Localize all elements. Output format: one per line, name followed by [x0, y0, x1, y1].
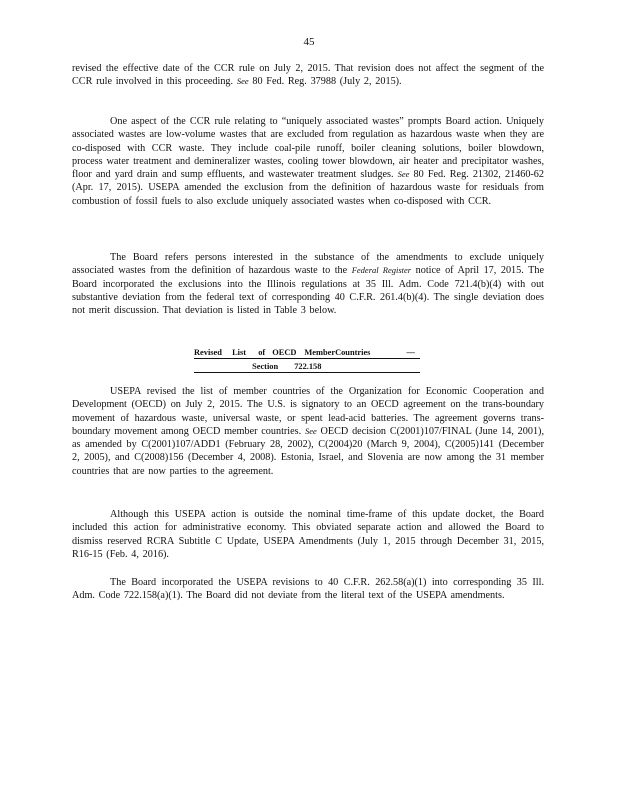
- page-number: 45: [303, 36, 315, 48]
- citation-see: See: [397, 169, 410, 180]
- citation-see: See: [236, 76, 249, 87]
- paragraph-text: USEPA revised the list of member countries of the Organization for Economic Cooperation and Development (OECD) on July 2, 2015. The U.S. is signatory to an OECD agreement on the trans-boundary movement of hazardous waste, universal waste, or spent lead-acid batteries. The agreement governs trans-boundary movement among OECD member countries.: [72, 386, 544, 437]
- table-3-row: [194, 362, 420, 373]
- table-cell-section-number: 722.158: [294, 362, 322, 371]
- table-title-word: MemberCountries: [304, 348, 371, 357]
- paragraph-text: The Board refers persons interested in the substance of the amendments to exclude uniquely associated wastes from the definition of hazardous waste to the: [72, 252, 544, 277]
- paragraph-text: The Board incorporated the USEPA revisions to 40 C.F.R. 262.58(a)(1) into corresponding 35 Ill. Adm. Code 722.158(a)(1). The Board did not deviate from the literal text of the USEPA amendments.: [72, 577, 544, 602]
- paragraph-text: OECD decision C(2001)107/FINAL (June 14, 2001), as amended by C(2001)107/ADD1 (February 28, 2002), C(2004)20 (March 9, 2004), C(2005)141 (December 2, 2005), and C(2008)156 (December 4, 2008). Estonia, Israel, and Slovenia are now among the 31 member countries that are now parties to the agreement.: [72, 425, 544, 477]
- federal-register-title: Federal Register: [351, 265, 412, 276]
- paragraph-timeframe: [72, 508, 544, 561]
- paragraph-text: 80 Fed. Reg. 37988 (July 2, 2015).: [248, 76, 402, 88]
- paragraph-text: revised the effective date of the CCR rule on July 2, 2015. That revision does not affect the segment of the CCR rule involved in this proceeding.: [72, 63, 544, 88]
- paragraph-oecd-revision: [72, 385, 544, 478]
- paragraph-text: notice of April 17, 2015. The Board incorporated the exclusions into the Illinois regulations at 35 Ill. Adm. Code 721.4(b)(4) with out substantive deviation from the federal text of corresponding 40 C.F.R. 261.4(b)(4). The single deviation does not merit discussion. That deviation is listed in Table 3 below.: [72, 265, 544, 317]
- paragraph-uniquely-associated-wastes: [72, 115, 544, 208]
- paragraph-text: One aspect of the CCR rule relating to “uniquely associated wastes” prompts Board action. Uniquely associated wastes are low-volume wastes that are excluded from regulation as hazardous waste when they are co-disposed with CCR waste. They include coal-pile runoff, boiler cleaning solutions, boiler blowdown, process water treatment and demineralizer wastes, cooling tower blowdown, air heater and precipitator washes, floor and yard drain and sump effluents, and wastewater treatment sludges.: [72, 116, 544, 181]
- table-cell-section: Section: [252, 362, 279, 371]
- citation-see: See: [304, 425, 317, 436]
- table-title-word: List: [232, 348, 247, 357]
- paragraph-text: 80 Fed. Reg. 21302, 21460-62 (Apr. 17, 2015). USEPA amended the exclusion from the definition of hazardous waste for residuals from combustion of fossil fuels to also exclude uniquely associated wastes when co-disposed with CCR.: [72, 169, 544, 207]
- paragraph-incorporated-revisions: [72, 576, 544, 603]
- table-title-word: of: [258, 348, 266, 357]
- table-3-title: [194, 348, 420, 359]
- table-title-dash: —: [406, 348, 415, 357]
- paragraph-ccr-revision: [72, 62, 544, 89]
- paragraph-board-refers: [72, 251, 544, 317]
- table-title-word: OECD: [272, 348, 297, 357]
- paragraph-text: Although this USEPA action is outside the nominal time-frame of this update docket, the Board included this action for administrative economy. This obviated separate action and allowed the Board to dismiss reserved RCRA Subtitle C Update, USEPA Amendments (July 1, 2015 through December 31, 2015, R16-15 (Feb. 4, 2016).: [72, 509, 544, 560]
- table-title-word: Revised: [194, 348, 222, 357]
